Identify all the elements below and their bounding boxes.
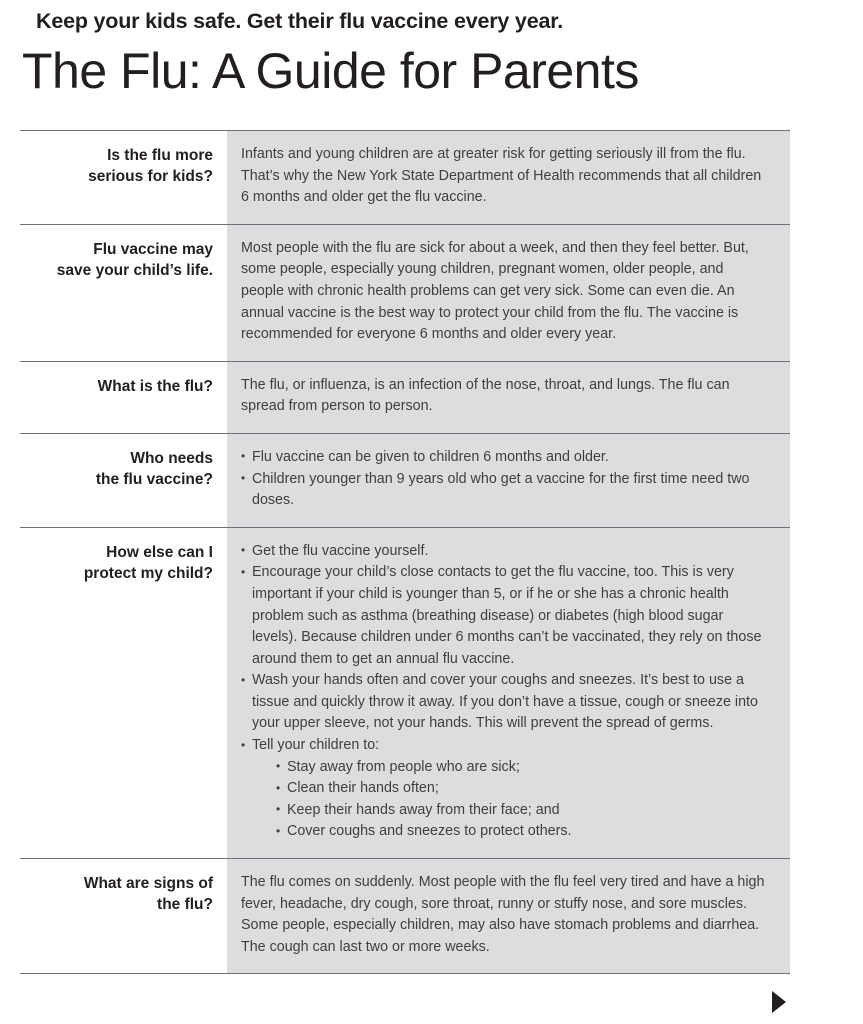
faq-question [20,434,227,527]
faq-answer [227,859,790,973]
faq-bullet-list [241,541,768,843]
faq-bullet-item [241,469,768,512]
faq-question-line: the flu vaccine? [95,470,213,488]
faq-answer [227,131,790,224]
faq-question-line: What are signs of [83,875,213,893]
faq-bullet-text: Encourage your child’s close contacts to get the flu vaccine, too. This is very important if your child is younger than 5, or if he or she has a chronic health problem such as asthma (breathing disease) or diabetes (high blood sugar levels). Because children under 6 months can’t be vaccinated, they rely on those around them to get an annual flu vaccine. [252,564,762,667]
faq-question-line: Flu vaccine may [93,240,213,258]
faq-table [20,130,790,974]
faq-question-line: serious for kids? [88,168,213,185]
faq-answer [227,225,790,361]
page-subtitle: Keep your kids safe. Get their flu vaccine every year. [36,9,563,33]
faq-question-line: Is the flu more [107,147,213,164]
faq-question-line: How else can I [106,543,213,561]
faq-bullet-item [241,447,768,469]
faq-question [20,362,227,433]
page-title: The Flu: A Guide for Parents [22,43,639,99]
faq-bullet-text: Tell your children to: [252,737,380,754]
faq-bullet-item [241,541,768,563]
faq-bullet-text: Flu vaccine can be given to children 6 months and older. [252,448,609,465]
faq-question [20,131,227,224]
faq-sub-bullet-list [252,757,768,843]
faq-sub-bullet-item: • Stay away from people who are sick; [276,757,768,779]
faq-row [20,858,790,974]
faq-bullet-item [241,670,768,735]
page-header [0,0,863,102]
faq-row [20,224,790,361]
faq-question-line: save your child’s life. [56,261,213,279]
faq-bullet-item [241,735,768,843]
faq-answer-paragraph: Infants and young children are at greater risk for getting seriously ill from the flu. That’s why the New York State Department of Health recommends that all children 6 months and older get the flu vaccine. [241,146,762,206]
faq-question-line: protect my child? [83,564,213,582]
faq-answer [227,362,790,433]
faq-question-line: What is the flu? [97,377,213,395]
faq-row [20,130,790,224]
faq-sub-bullet-item: • Clean their hands often; [276,778,768,800]
faq-answer-paragraph: The flu comes on suddenly. Most people with the flu feel very tired and have a high fever, headache, dry cough, sore throat, runny or stuffy nose, and sore muscles. Some people, especially children, may also have stomach problems and diarrhea. The cough can last two or more weeks. [241,874,765,955]
faq-question-line: the flu? [157,896,213,914]
triangle-right-icon [772,991,786,1013]
faq-answer-paragraph: The flu, or influenza, is an infection of the nose, throat, and lungs. The flu can spread from person to person. [241,376,730,415]
faq-row [20,361,790,433]
faq-question [20,859,227,973]
faq-question [20,225,227,361]
faq-answer [227,434,790,527]
faq-bullet-text: Get the flu vaccine yourself. [252,542,429,559]
faq-answer-paragraph: Most people with the flu are sick for about a week, and then they feel better. But, some people, especially young children, pregnant women, older people, and people with chronic health problems can get very sick. Some can even die. An annual vaccine is the best way to protect your child from the flu. The vaccine is recommended for everyone 6 months and older every year. [241,239,749,343]
faq-row [20,527,790,858]
faq-sub-bullet-item: • Keep their hands away from their face; and [276,800,768,822]
faq-question [20,528,227,858]
faq-row [20,433,790,527]
faq-answer [227,528,790,858]
faq-bullet-text: Wash your hands often and cover your coughs and sneezes. It’s best to use a tissue and quickly throw it away. If you don’t have a tissue, cough or sneeze into your upper sleeve, not your hands. This will prevent the spread of germs. [252,672,758,732]
faq-bullet-list [241,447,768,512]
faq-question-line: Who needs [130,449,213,467]
faq-sub-bullet-item: • Cover coughs and sneezes to protect others. [276,821,768,843]
faq-bullet-item [241,562,768,670]
faq-bullet-text: Children younger than 9 years old who get a vaccine for the first time need two doses. [252,470,750,509]
